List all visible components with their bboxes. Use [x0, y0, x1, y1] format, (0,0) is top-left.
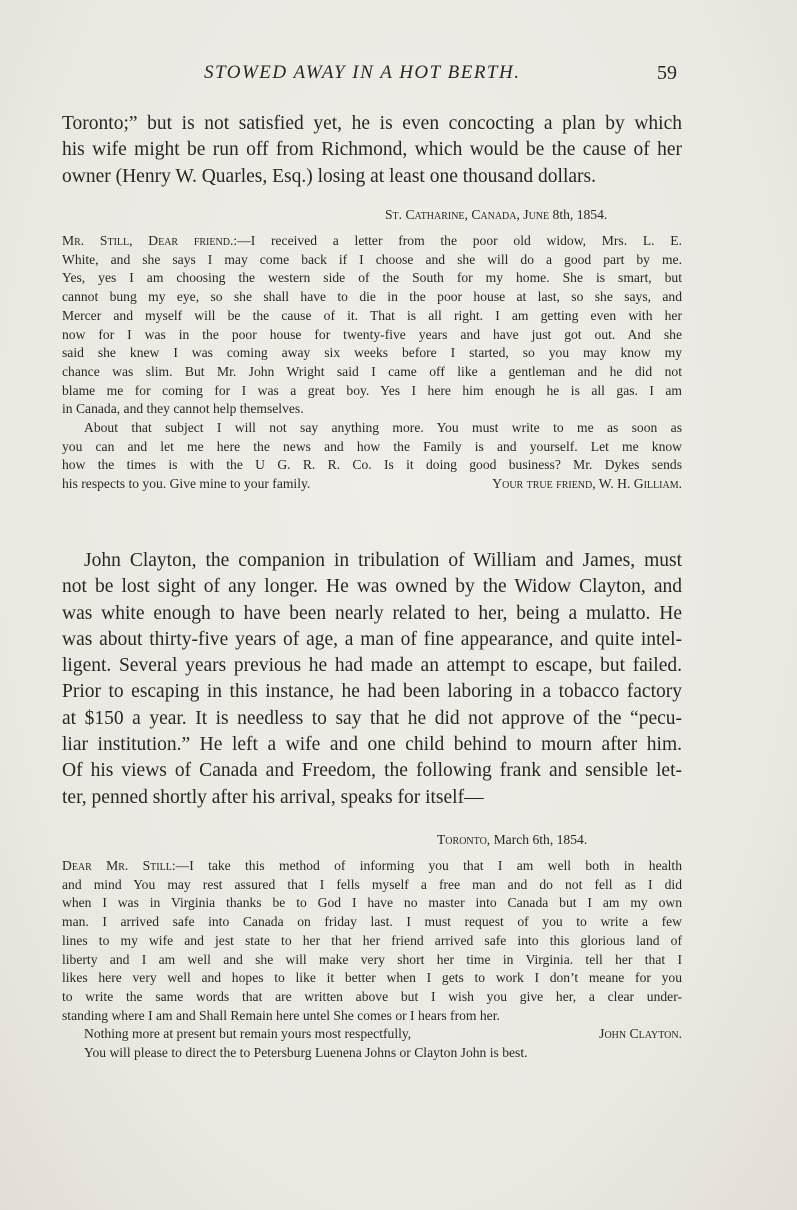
letter1-line: now for I was in the poor house for twenty-five years and have just got out. And she	[62, 326, 682, 342]
main-paragraph	[62, 548, 682, 811]
letter2-closing-line	[62, 1025, 682, 1044]
page-number: 59	[657, 62, 677, 84]
letter2-line: likes here very well and hopes to like it better when I gets to work I don’t meane for you	[62, 970, 682, 986]
letter2-postscript: You will please to direct the to Petersburg Luenena Johns or Clayton John is best.	[84, 1045, 528, 1061]
letter1-line: Mercer and myself will be the cause of it. That is all right. I am getting even with her	[62, 307, 682, 323]
letter1-closing: his respects to you. Give mine to your family.	[62, 476, 311, 492]
letter2-signature: John Clayton.	[599, 1026, 682, 1042]
letter1-line: chance was slim. But Mr. John Wright said I came off like a gentleman and he did not	[62, 363, 682, 379]
letter2-line: Dear Mr. Still:—I take this method of informing you that I am well both in health	[62, 858, 682, 873]
letter2-dateline: Toronto, March 6th, 1854.	[437, 832, 588, 847]
letter1-closing-line	[62, 475, 682, 494]
letter2-line: and mind You may rest assured that I fells myself a free man and do not fell as I did	[62, 876, 682, 892]
page-header	[0, 62, 797, 92]
intro-paragraph	[62, 111, 682, 190]
text-line: Toronto;” but is not satisfied yet, he is even concocting a plan by which	[62, 113, 682, 134]
letter2-line: man. I arrived safe into Canada on friday last. I must request of you to write a few	[62, 914, 682, 930]
letter1-body	[62, 232, 682, 494]
running-title: STOWED AWAY IN A HOT BERTH.	[204, 62, 521, 83]
text-line: was white enough to have been nearly related to her, being a mulatto. He	[62, 602, 682, 624]
letter1-line: you can and let me here the news and how the Family is and yourself. Let me know	[62, 438, 682, 454]
text-line: his wife might be run off from Richmond, which would be the cause of her	[62, 139, 682, 161]
letter1-signature: Your true friend, W. H. Gilliam.	[492, 476, 682, 492]
letter2-body	[62, 857, 682, 1063]
text-line: ter, penned shortly after his arrival, speaks for itself—	[62, 786, 484, 808]
text-line: liar institution.” He left a wife and one child behind to mourn after him.	[62, 734, 682, 756]
letter2-closing: Nothing more at present but remain yours most respectfully,	[84, 1026, 412, 1042]
text-line: Of his views of Canada and Freedom, the following frank and sensible let-	[62, 760, 682, 782]
text-line: was about thirty-five years of age, a man of fine appearance, and quite intel-	[62, 628, 682, 650]
letter1-line: White, and she says I may come back if I choose and she will do a good part by me.	[62, 251, 682, 267]
letter2-line: liberty and I am well and she will make very short her time in Virginia. tell her that I	[62, 951, 682, 967]
letter1-line: said she knew I was coming away six weeks before I started, so you may know my	[62, 345, 682, 361]
text-line: owner (Henry W. Quarles, Esq.) losing at least one thousand dollars.	[62, 165, 596, 187]
letter2-line: to write the same words that are written above but I wish you give her, a clear under-	[62, 988, 682, 1004]
letter2-line: standing where I am and Shall Remain here untel She comes or I hears from her.	[62, 1007, 500, 1023]
letter1-line: Yes, yes I am choosing the western side of the South for my home. She is smart, but	[62, 270, 682, 286]
letter1-line: how the times is with the U G. R. R. Co. Is it doing good business? Mr. Dykes sends	[62, 457, 682, 473]
text-line: at $150 a year. It is needless to say that he did not approve of the “pecu-	[62, 707, 682, 729]
letter1-line: Mr. Still, Dear friend.:—I received a letter from the poor old widow, Mrs. L. E.	[62, 233, 682, 248]
letter1-line: blame me for coming for I was a great boy. Yes I here him enough he is all gas. I am	[62, 382, 682, 398]
text-line: Prior to escaping in this instance, he had been laboring in a tobacco factory	[62, 681, 682, 703]
letter1-line: cannot bung my eye, so she shall have to die in the poor house at last, so she says, and	[62, 289, 682, 305]
text-line: ligent. Several years previous he had made an attempt to escape, but failed.	[62, 655, 682, 677]
text-line: John Clayton, the companion in tribulation of William and James, must	[84, 550, 682, 571]
text-line: not be lost sight of any longer. He was owned by the Widow Clayton, and	[62, 576, 682, 598]
letter1-line: About that subject I will not say anything more. You must write to me as soon as	[84, 420, 682, 436]
letter2-line: when I was in Virginia thanks be to God I have no master into Canada but I am my own	[62, 895, 682, 911]
letter1-dateline: St. Catharine, Canada, June 8th, 1854.	[385, 207, 608, 222]
letter1-line: in Canada, and they cannot help themselves.	[62, 401, 304, 417]
letter2-line: lines to my wife and jest state to her that her friend arrived safe into this glorious land of	[62, 932, 682, 948]
